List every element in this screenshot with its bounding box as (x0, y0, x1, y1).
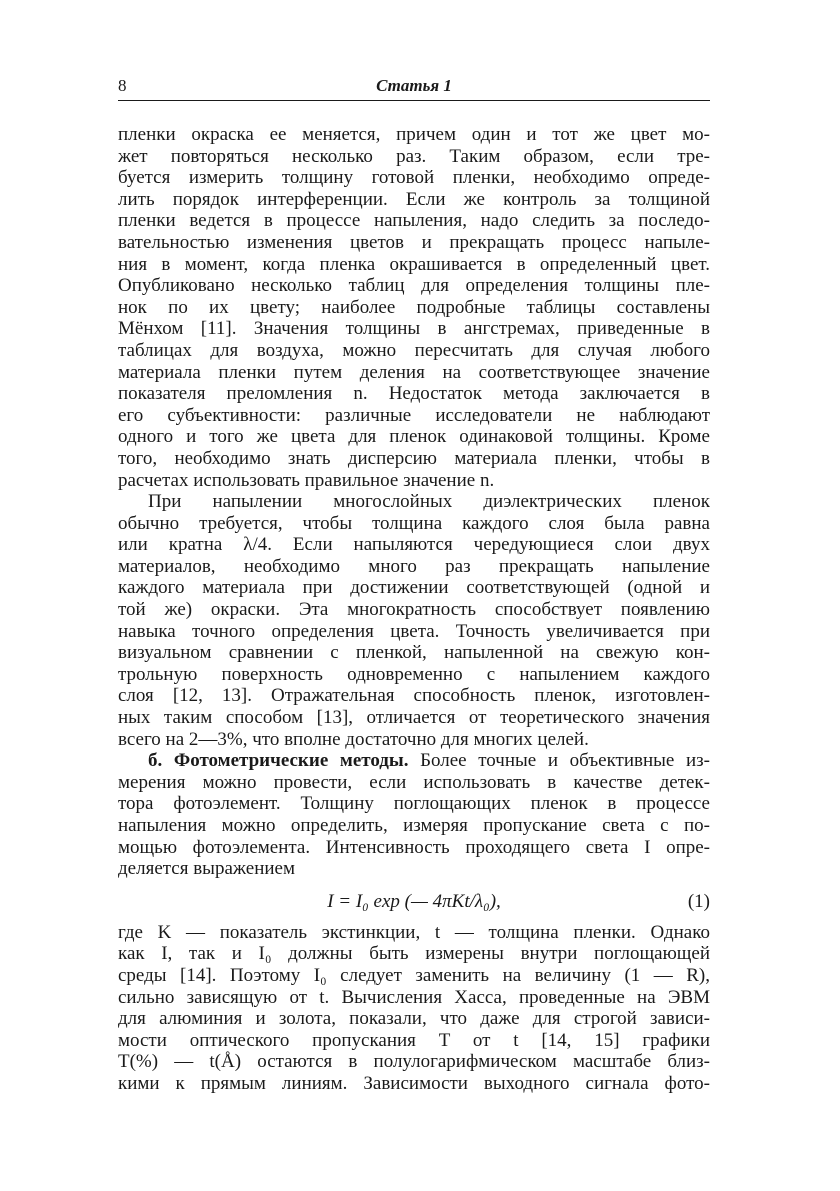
text-line: одного и того же цвета для пленок одинаковой толщины. Кроме (118, 426, 710, 448)
text-line: среды [14]. Поэтому I₀ следует заменить на величину (1 — R), (118, 964, 710, 986)
text-line: деляется выражением (118, 858, 295, 880)
running-title: Статья 1 (376, 76, 452, 95)
text-line: материала пленки путем деления на соответствующее значение (118, 361, 710, 383)
text-line: нок по их цвету; наиболее подробные таблицы составлены (118, 296, 710, 318)
text-line: обычно требуется, чтобы толщина каждого слоя была равна (118, 512, 710, 534)
text-line: показателя преломления n. Недостаток метода заключается в (118, 383, 710, 405)
paragraph-2 (118, 491, 710, 750)
text-line: сильно зависящую от t. Вычисления Хасса, проведенные на ЭВМ (118, 986, 710, 1008)
text-line: где K — показатель экстинкции, t — толщина пленки. Однако (118, 921, 710, 943)
text-line: пленки ведется в процессе напыления, надо следить за последо- (118, 210, 710, 232)
text-line: его субъективности: различные исследователи не наблюдают (118, 404, 710, 426)
text-line: материалов, необходимо много раз прекращать напыление (118, 555, 710, 577)
text-span: Более точные и объективные из- (408, 750, 710, 772)
text-line: всего на 2—3%, что вполне достаточно для многих целей. (118, 728, 589, 750)
page-header (118, 76, 710, 101)
text-line: кими к прямым линиям. Зависимости выходного сигнала фото- (118, 1072, 710, 1094)
text-line: мости оптического пропускания T от t [14, 15] графики (118, 1029, 710, 1051)
equation-row (118, 884, 710, 920)
text-line: того, необходимо знать дисперсию материала пленки, чтобы в (118, 447, 710, 469)
paragraph-1 (118, 124, 710, 491)
text-line: таблицах для воздуха, можно пересчитать для случая любого (118, 339, 710, 361)
text-line: той же) окраски. Эта многократность способствует появлению (118, 599, 710, 621)
text-line: напыления можно определить, измеряя пропускание света с по- (118, 815, 710, 836)
text-line: расчетах использовать правильное значение n. (118, 469, 495, 491)
text-line: или кратна λ/4. Если напыляются чередующиеся слои двух (118, 534, 710, 556)
text-line: T(%) — t(Å) остаются в полулогарифмическом масштабе близ- (118, 1051, 710, 1073)
section-run-in-heading: б. Фотометрические методы. (148, 750, 409, 772)
paragraph-3 (118, 750, 710, 880)
page-number: 8 (118, 76, 127, 95)
text-line: буется измерить толщину готовой пленки, необходимо опреде- (118, 167, 710, 189)
text-line: трольную поверхность одновременно с напылением каждого (118, 663, 710, 685)
text-line: тора фотоэлемент. Толщину поглощающих пленок в процессе (118, 793, 710, 815)
text-line: для алюминия и золота, показали, что даже для строгой зависи- (118, 1008, 710, 1030)
text-line: как I, так и I₀ должны быть измерены внутри поглощающей (118, 943, 710, 965)
paragraph-4 (118, 922, 710, 1095)
text-line: каждого материала при достижении соответствующей (одной и (118, 577, 710, 599)
text-line: слоя [12, 13]. Отражательная способность пленок, изготовлен- (118, 685, 710, 707)
text-line: лить порядок интерференции. Если же контроль за толщиной (118, 188, 710, 210)
text-line (118, 750, 710, 772)
text-line: ных таким способом [13], отличается от теоретического значения (118, 707, 710, 729)
text-line: Мёнхом [11]. Значения толщины в ангстремах, приведенные в (118, 318, 710, 340)
text-line: навыка точного определения цвета. Точность увеличивается при (118, 620, 710, 642)
text-line: мерения можно провести, если использовать в качестве детек- (118, 771, 710, 793)
body-text (118, 124, 710, 1095)
equation: I = I₀ exp (— 4πKt/λ₀), (327, 890, 501, 912)
text-line: жет повторяться несколько раз. Таким образом, если тре- (118, 145, 710, 167)
text-line: мощью фотоэлемента. Интенсивность проходящего света I опре- (118, 836, 710, 858)
text-line: визуальном сравнении с пленкой, напыленной на свежую кон- (118, 642, 710, 664)
text-line: При напылении многослойных диэлектрических пленок (148, 491, 710, 513)
text-line: ния в момент, когда пленка окрашивается в определенный цвет. (118, 253, 710, 275)
text-line: пленки окраска ее меняется, причем один и тот же цвет мо- (118, 124, 710, 145)
equation-number: (1) (687, 890, 710, 912)
text-line: Опубликовано несколько таблиц для определения толщины пле- (118, 275, 710, 297)
text-line: вательностью изменения цветов и прекращать процесс напыле- (118, 231, 710, 253)
